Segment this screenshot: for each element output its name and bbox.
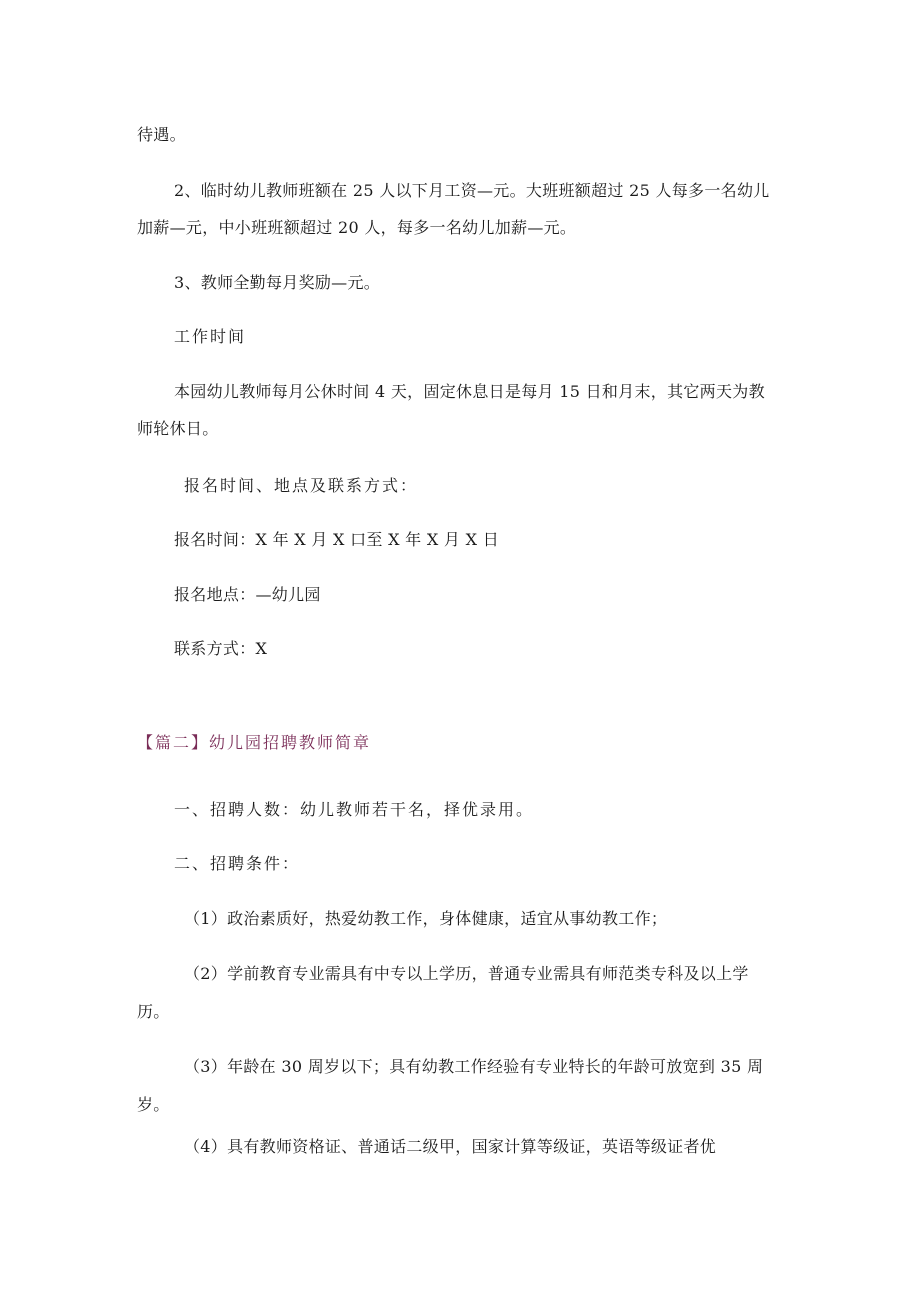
paragraph-condition-3-line1: （3）年龄在 30 周岁以下；具有幼教工作经验有专业特长的年龄可放宽到 35 周 xyxy=(184,1057,764,1076)
paragraph-item2-line1: 2、临时幼儿教师班额在 25 人以下月工资—元。大班班额超过 25 人每多一名幼儿 xyxy=(174,181,770,200)
paragraph-item2-line2: 加薪—元，中小班班额超过 20 人，每多一名幼儿加薪—元。 xyxy=(137,218,577,237)
paragraph-condition-2-line2: 历。 xyxy=(137,1002,170,1021)
paragraph-daiyu: 待遇。 xyxy=(137,125,186,144)
paragraph-work-time-line2: 师轮休日。 xyxy=(137,419,219,438)
heading-signup: 报名时间、地点及联系方式： xyxy=(184,476,419,495)
section-title-part2: 【篇二】幼儿园招聘教师简章 xyxy=(137,733,372,752)
heading-conditions: 二、招聘条件： xyxy=(174,854,301,873)
paragraph-condition-2-line1: （2）学前教育专业需具有中专以上学历，普通专业需具有师范类专科及以上学 xyxy=(184,964,749,983)
heading-work-time: 工作时间 xyxy=(174,327,247,346)
paragraph-condition-1: （1）政治素质好，热爱幼教工作，身体健康，适宜从事幼教工作； xyxy=(184,909,668,928)
paragraph-work-time-line1: 本园幼儿教师每月公休时间 4 天，固定休息日是每月 15 日和月末，其它两天为教 xyxy=(174,382,765,401)
paragraph-signup-time: 报名时间：X 年 X 月 X 口至 X 年 X 月 X 日 xyxy=(174,530,499,549)
paragraph-contact: 联系方式：X xyxy=(174,639,268,658)
paragraph-condition-4: （4）具有教师资格证、普通话二级甲，国家计算等级证，英语等级证者优 xyxy=(184,1137,717,1156)
paragraph-recruit-count: 一、招聘人数：幼儿教师若干名，择优录用。 xyxy=(174,800,535,819)
paragraph-item3: 3、教师全勤每月奖励—元。 xyxy=(174,273,381,292)
paragraph-condition-3-line2: 岁。 xyxy=(137,1095,170,1114)
paragraph-signup-place: 报名地点：—幼儿园 xyxy=(174,585,321,604)
